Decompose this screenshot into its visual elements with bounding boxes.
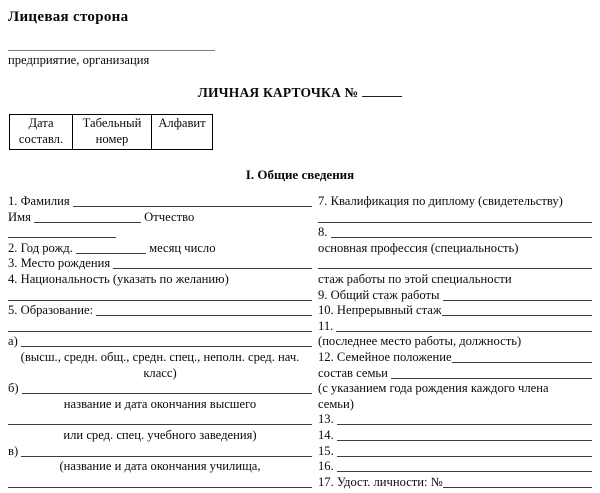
blank-line xyxy=(318,210,592,223)
blank-line xyxy=(391,366,592,379)
form-text: (с указанием года рождения каждого члена xyxy=(318,381,549,396)
form-row xyxy=(8,397,312,413)
form-text: 15. xyxy=(318,443,337,458)
form-row xyxy=(318,210,592,226)
form-row xyxy=(8,366,312,382)
form-text: 1. Фамилия xyxy=(8,194,73,208)
form-row xyxy=(318,272,592,288)
form-row xyxy=(318,397,592,413)
form-row xyxy=(318,444,592,460)
blank-line xyxy=(442,303,592,316)
form-text: стаж работы по этой специальности xyxy=(318,271,512,286)
organization-block xyxy=(8,50,215,68)
form-row xyxy=(318,350,592,366)
form-row xyxy=(8,334,312,350)
form-row xyxy=(318,366,592,382)
form-text: Имя xyxy=(8,209,35,224)
form-row xyxy=(318,241,592,257)
form-row xyxy=(318,459,592,475)
blank-line xyxy=(337,412,592,425)
card-number-blank-line xyxy=(362,85,402,97)
form-row xyxy=(8,319,312,335)
form-row xyxy=(8,350,312,366)
form-text: название и дата окончания высшего xyxy=(63,396,257,411)
blank-line xyxy=(21,444,312,457)
form-row xyxy=(318,412,592,428)
organization-blank-line xyxy=(8,50,215,51)
form-text: 11. xyxy=(318,318,337,333)
form-text: основная профессия (специальность) xyxy=(318,240,519,255)
blank-line xyxy=(21,334,312,347)
form-row xyxy=(318,334,592,350)
form-text: месяц число xyxy=(145,240,216,255)
form-row xyxy=(8,225,312,241)
form-text: 8. xyxy=(318,225,331,240)
blank-line xyxy=(96,303,312,316)
form-row xyxy=(8,444,312,460)
form-text: или сред. спец. учебного заведения) xyxy=(63,427,257,442)
form-text: класс) xyxy=(143,365,177,380)
blank-line xyxy=(452,350,592,363)
header-table-row xyxy=(10,115,213,150)
blank-line xyxy=(8,319,312,332)
form-row xyxy=(8,272,312,288)
form-row xyxy=(318,225,592,241)
form-text: 14. xyxy=(318,427,337,442)
blank-line xyxy=(34,210,141,223)
form-row xyxy=(318,194,592,210)
blank-line xyxy=(76,241,146,254)
form-text: 10. Непрерывный стаж xyxy=(318,303,442,318)
front-side-label: Лицевая сторона xyxy=(8,9,129,25)
form-row xyxy=(318,303,592,319)
blank-line xyxy=(443,288,592,301)
form-row xyxy=(8,303,312,319)
form-row xyxy=(8,428,312,444)
blank-line xyxy=(443,475,592,488)
form-text: (высш., средн. общ., средн. спец., неполн. сред. нач. xyxy=(20,349,300,364)
form-text: 4. Национальность (указать по желанию) xyxy=(8,271,229,286)
blank-line xyxy=(8,412,312,425)
form-row xyxy=(8,412,312,428)
form-text: 12. Семейное положение xyxy=(318,349,452,364)
blank-line xyxy=(73,194,312,207)
form-row xyxy=(8,288,312,304)
form-text: 2. Год рожд. xyxy=(8,240,76,255)
form-text: 7. Квалификация по диплому (свидетельству) xyxy=(318,194,563,208)
blank-line xyxy=(331,225,592,238)
blank-line xyxy=(8,475,312,488)
form-text: 16. xyxy=(318,459,337,474)
form-text: Отчество xyxy=(141,209,195,224)
form-text: 17. Удост. личности: № xyxy=(318,474,443,489)
blank-line xyxy=(8,288,312,301)
form-text: (название и дата окончания училища, xyxy=(59,459,261,474)
form-row xyxy=(8,194,312,210)
form-body xyxy=(8,194,592,490)
form-row xyxy=(8,475,312,491)
form-text: 5. Образование: xyxy=(8,303,97,318)
blank-line xyxy=(22,381,312,394)
card-title xyxy=(8,85,592,101)
form-text: семьи) xyxy=(318,396,354,411)
card-title-text: ЛИЧНАЯ КАРТОЧКА № xyxy=(197,85,359,100)
form-row xyxy=(318,319,592,335)
organization-caption: предприятие, организация xyxy=(8,53,150,67)
blank-line xyxy=(8,225,116,238)
form-row xyxy=(318,475,592,491)
form-text: (последнее место работы, должность) xyxy=(318,334,522,349)
form-column-left xyxy=(8,194,312,490)
blank-line xyxy=(318,256,592,269)
section-title-general-info: I. Общие сведения xyxy=(245,167,355,182)
header-cell-personnel-number: Табельный номер xyxy=(73,115,152,150)
form-row xyxy=(8,256,312,272)
form-row xyxy=(8,381,312,397)
blank-line xyxy=(336,319,592,332)
blank-line xyxy=(337,459,592,472)
form-row xyxy=(8,459,312,475)
form-row xyxy=(318,428,592,444)
form-row xyxy=(318,381,592,397)
form-row xyxy=(318,288,592,304)
form-text: 13. xyxy=(318,412,337,427)
form-text: состав семьи xyxy=(318,365,392,380)
form-text: б) xyxy=(8,381,22,396)
form-text: в) xyxy=(8,443,22,458)
form-row xyxy=(318,256,592,272)
form-text: 3. Место рождения xyxy=(8,256,114,271)
header-cell-alphabet: Алфавит xyxy=(152,115,213,150)
blank-line xyxy=(337,444,592,457)
header-cell-date: Дата составл. xyxy=(10,115,73,150)
form-row xyxy=(8,210,312,226)
form-row xyxy=(8,241,312,257)
blank-line xyxy=(113,256,312,269)
header-table xyxy=(9,114,213,150)
form-text: а) xyxy=(8,334,21,349)
form-text: 9. Общий стаж работы xyxy=(318,287,443,302)
blank-line xyxy=(337,428,592,441)
form-column-right xyxy=(318,194,592,490)
